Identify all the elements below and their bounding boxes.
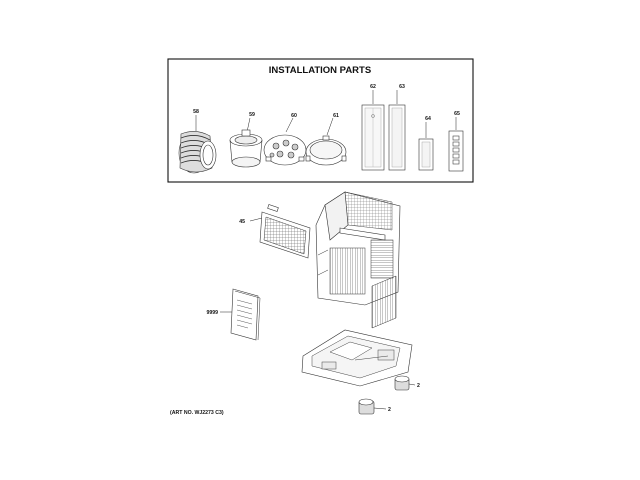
- window-panel-short: [419, 122, 433, 170]
- label-64: 64: [425, 116, 431, 122]
- filter-grille: [250, 205, 310, 258]
- label-65: 65: [454, 111, 460, 117]
- owners-manual: [220, 289, 260, 340]
- window-panel-extension: [389, 90, 405, 170]
- hose-adapter: [230, 118, 262, 167]
- label-61: 61: [333, 113, 339, 119]
- label-2-upper: 2: [417, 383, 420, 389]
- label-59: 59: [249, 112, 255, 118]
- label-60: 60: [291, 113, 297, 119]
- window-panel-wide: [362, 90, 384, 170]
- window-adapter: [264, 118, 306, 165]
- caster-wheel-lower: [359, 399, 386, 414]
- label-9999: 9999: [206, 310, 218, 316]
- art-number: (ART NO. WJ2273 C3): [170, 410, 224, 416]
- screw-strip: [449, 117, 463, 171]
- main-housing: [316, 192, 400, 328]
- installation-title: INSTALLATION PARTS: [268, 65, 372, 76]
- installation-parts-box: [168, 59, 473, 182]
- label-58: 58: [193, 109, 199, 115]
- label-62: 62: [370, 84, 376, 90]
- exhaust-cover: [306, 118, 346, 165]
- caster-wheel-upper: [395, 376, 415, 390]
- label-63: 63: [399, 84, 405, 90]
- label-2-lower: 2: [388, 407, 391, 413]
- exhaust-hose: [179, 115, 216, 173]
- label-45: 45: [239, 219, 245, 225]
